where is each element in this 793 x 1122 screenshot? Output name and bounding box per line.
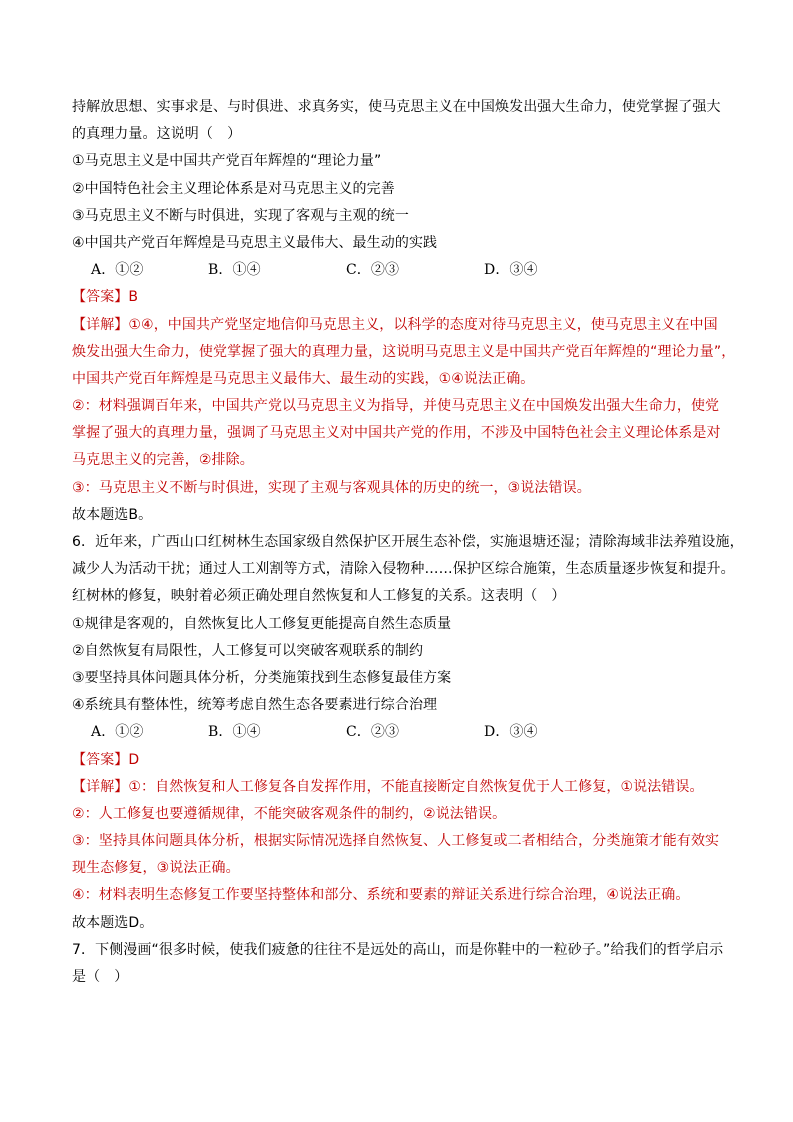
q5-options [72,257,732,284]
q5-answer [72,284,732,311]
q5-stem-line-1: 持解放思想、实事求是、与时俱进、求真务实，使马克思主义在中国焕发出强大生命力，使党掌握了强大 [72,99,721,115]
q6-conclusion: 故本题选D。 [72,914,154,931]
q5-analysis-line-2: 焕发出强大生命力，使党掌握了强大的真理力量，这说明马克思主义是中国共产党百年辉煌的“理论力量”， [72,343,736,360]
q5-conclusion: 故本题选B。 [72,506,153,523]
q5-statement-4: ④中国共产党百年辉煌是马克思主义最伟大、最生动的实践 [72,234,438,251]
q7-stem-line-2: 是（ ） [72,969,129,985]
q5-option-d: D．③④ [484,262,538,279]
q6-statement-2: ②自然恢复有局限性，人工修复可以突破客观联系的制约 [72,642,424,659]
q5-answer-tag: 【答案】 [72,289,129,306]
document-page [72,94,744,991]
q6-statement-1: ①规律是客观的，自然恢复比人工修复更能提高自然生态质量 [72,615,452,632]
q6-analysis-text-1: ①：自然恢复和人工修复各自发挥作用，不能直接断定自然恢复优于人工修复，①说法错误。 [128,778,704,795]
q6-option-a: A．①② [91,724,144,741]
q6-stem-line-2: 减少人为活动干扰；通过人工刈割等方式，清除入侵物种……保护区综合施策，生态质量逐步恢复和提升。 [72,561,735,578]
q5-analysis-line-6: 马克思主义的完善，②排除。 [72,452,254,469]
q6-analysis-tag: 【详解】 [72,778,129,795]
q5-option-c: C．②③ [346,262,400,279]
q5-statement-1: ①马克思主义是中国共产党百年辉煌的“理论力量” [72,153,382,170]
q5-statement-3: ③马克思主义不断与时俱进，实现了客观与主观的统一 [72,207,409,224]
q5-analysis-line-1 [72,312,732,339]
q5-stem-line-2: 的真理力量。这说明（ ） [72,126,242,143]
q5-analysis-line-4: ②：材料强调百年来，中国共产党以马克思主义为指导，并使马克思主义在中国焕发出强大生命力，使党 [72,398,720,415]
q6-answer-value: D [128,751,140,768]
q6-analysis-line-1 [72,774,732,801]
q6-option-b: B．①④ [208,724,261,741]
q5-statement-2: ②中国特色社会主义理论体系是对马克思主义的完善 [72,180,395,197]
q6-statement-4: ④系统具有整体性，统筹考虑自然生态各要素进行综合治理 [72,697,438,714]
q6-stem-line-3: 红树林的修复，映射着必须正确处理自然恢复和人工修复的关系。这表明（ ） [72,588,566,605]
q6-answer [72,747,732,774]
q6-options [72,719,732,746]
q7-stem-line-1: 7．下侧漫画“很多时候，使我们疲惫的往往不是远处的高山，而是你鞋中的一粒砂子。”给我们的哲学启示 [72,941,724,958]
q6-analysis-line-3: ③：坚持具体问题具体分析，根据实际情况选择自然恢复、人工修复或二者相结合，分类施策才能有效实 [72,833,720,850]
q6-stem-line-1: 6．近年来，广西山口红树林生态国家级自然保护区开展生态补偿，实施退塘还湿；清除海域非法养殖设施， [72,534,744,550]
q5-answer-value: B [128,289,139,306]
q6-analysis-line-2: ②：人工修复也要遵循规律，不能突破客观条件的制约，②说法错误。 [72,805,507,822]
q5-analysis-line-5: 掌握了强大的真理力量，强调了马克思主义对中国共产党的作用，不涉及中国特色社会主义理论体系是对 [72,425,721,442]
q5-option-b: B．①④ [208,262,261,279]
q6-analysis-line-4: 现生态修复，③说法正确。 [72,860,240,877]
q6-option-c: C．②③ [346,724,400,741]
q6-option-d: D．③④ [484,724,538,741]
q5-analysis-line-7: ③：马克思主义不断与时俱进，实现了主观与客观具体的历史的统一，③说法错误。 [72,479,591,496]
q5-analysis-tag: 【详解】 [72,316,129,333]
q6-answer-tag: 【答案】 [72,751,129,768]
q5-option-a: A．①② [91,262,144,279]
q6-statement-3: ③要坚持具体问题具体分析，分类施策找到生态修复最佳方案 [72,669,452,686]
q5-analysis-line-3: 中国共产党百年辉煌是马克思主义最伟大、最生动的实践，①④说法正确。 [72,370,535,387]
q5-analysis-text-1: ①④，中国共产党坚定地信仰马克思主义，以科学的态度对待马克思主义，使马克思主义在中国 [128,316,718,333]
q6-analysis-line-5: ④：材料表明生态修复工作要坚持整体和部分、系统和要素的辩证关系进行综合治理，④说法正确。 [72,887,690,904]
